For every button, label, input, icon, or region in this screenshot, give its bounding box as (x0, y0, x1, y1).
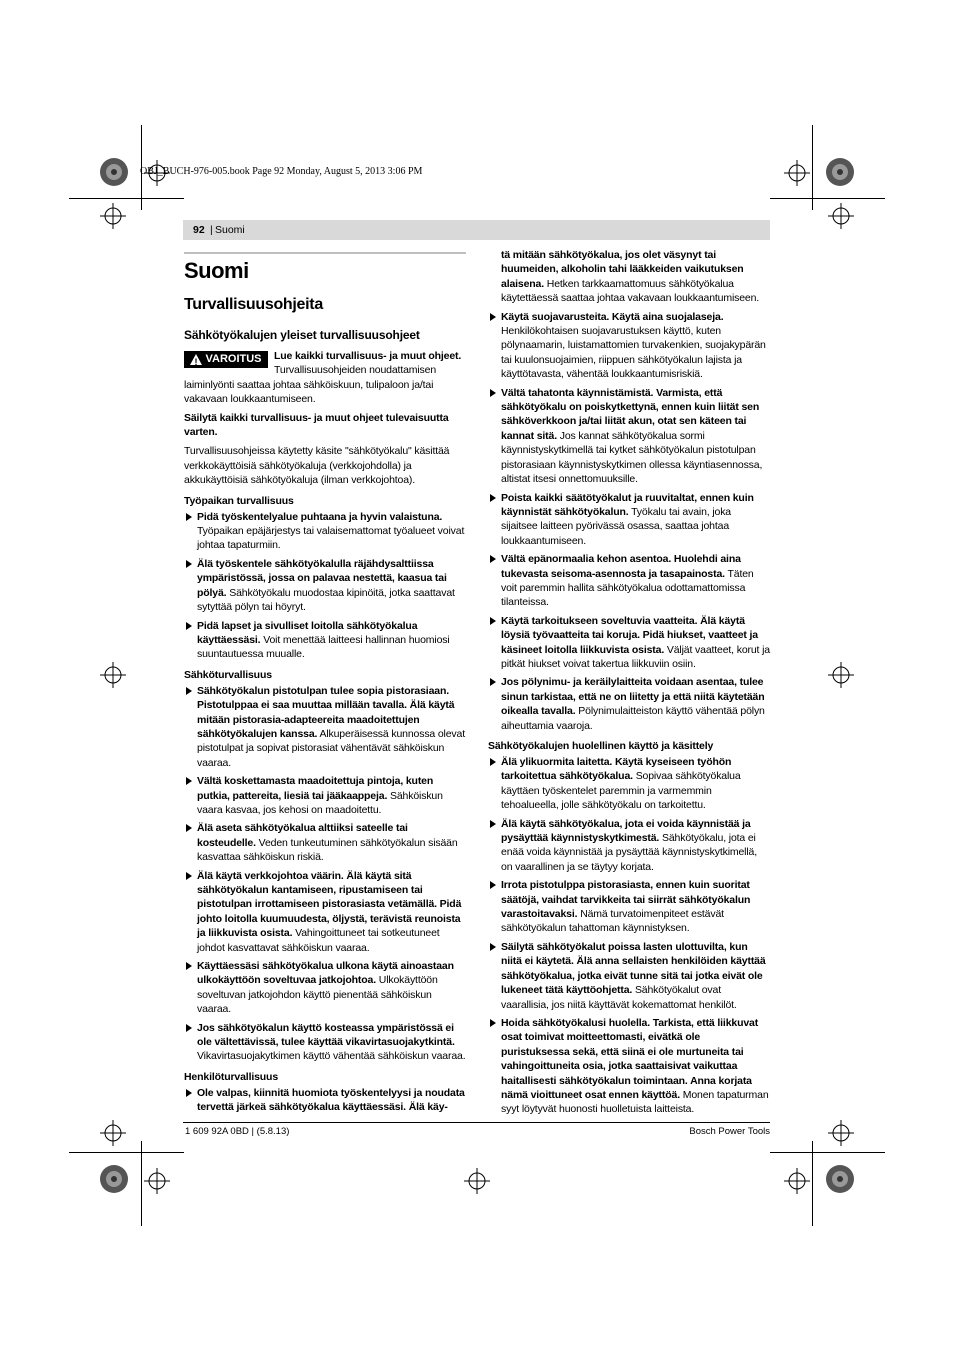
item-text: Alkuperäisessä kunnossa olevat pistotulpat ja sopivat pistorasiat vähentävät sähköiskun vaaraa. (197, 727, 465, 769)
item-bold: Jos pölynimu- ja keräilylaitteita voidaan asentaa, tulee sinun tarkistaa, että ne on liitetty ja että niitä käytetään oikealla tavalla. (501, 676, 765, 718)
book-info: OBJ_BUCH-976-005.book Page 92 Monday, August 5, 2013 3:06 PM (140, 166, 423, 177)
item-bold: Sähkötyökalun pistotulpan tulee sopia pistorasiaan. Pistotulppaa ei saa muuttaa millään tavalla. Älä käytä mitään pistorasia-adapteereita maadoitettujen sähkötyökalujen kanssa. (197, 684, 455, 740)
item-bold: Ole valpas, kiinnitä huomiota työskentelyysi ja noudata tervettä järkeä sähkötyökalua käyttäessäsi. Älä käy- (197, 1086, 465, 1114)
crosshair-icon (828, 662, 854, 688)
work-area-heading: Työpaikan turvallisuus (184, 494, 294, 507)
footer-doc-number: 1 609 92A 0BD | (5.8.13) (185, 1126, 290, 1137)
item-text: Hetken tarkkaamattomuus sähkötyökalua käytettäessä saattaa johtaa vakavaan loukkaantumiseen. (501, 277, 760, 305)
list-item (488, 491, 770, 549)
item-bold: Käyttäessäsi sähkötyökalua ulkona käytä ainoastaan ulkokäyttöön soveltuvaa jatkojohtoa. (197, 960, 454, 987)
crosshair-icon (100, 662, 126, 688)
bullet-arrow-icon (186, 687, 192, 695)
crop-mark (69, 1152, 184, 1153)
item-text: Sähköiskun vaara kasvaa, jos kehosi on maadoitettu. (197, 789, 443, 816)
bullet-arrow-icon (186, 777, 192, 785)
list-item (184, 774, 466, 817)
language-label: Suomi (215, 224, 245, 236)
electric-safety-list (184, 684, 466, 1064)
bullet-arrow-icon (186, 560, 192, 568)
crop-mark (770, 1152, 885, 1153)
warning-badge (184, 351, 268, 368)
bullet-arrow-icon (490, 881, 496, 889)
bullet-arrow-icon (490, 494, 496, 502)
crosshair-icon (828, 203, 854, 229)
item-text: Sähkötyökalu, jota ei enää voida käynnistää ja pysäyttää käynnistyskytkimellä, on vaarallinen ja se täytyy korjata. (501, 832, 757, 873)
item-bold: Älä käytä verkkojohtoa väärin. Älä käytä sitä sähkötyökalun kantamiseen, ripustamiseen tai pistotulpan irrottamiseen pistorasiasta vetämällä. Pidä johto loitolla kuumuudesta, öljystä, terävistä reunoista ja liikkuvista osista. (197, 869, 462, 940)
item-text: Pölynimulaitteiston käyttö vähentää pölyn aiheuttamia vaaroja. (501, 705, 765, 732)
item-bold: Vältä tahatonta käynnistämistä. Varmista, että sähkötyökalu on poiskytkettynä, ennen kuin liität sen sähköverkkoon ja/tai liität akun, otat sen käteen tai kannat sitä. (501, 386, 760, 442)
footer-rule (183, 1122, 770, 1123)
list-item (488, 310, 770, 382)
item-text: Työpaikan epäjärjestys tai valaisemattomat työalueet voivat johtaa tapaturmiin. (197, 525, 465, 552)
left-column (184, 252, 466, 1119)
list-item (184, 869, 466, 955)
list-item (184, 1086, 466, 1115)
item-bold: Älä työskentele sähkötyökalulla räjähdysalttiissa ympäristössä, jossa on palavaa nestettä, kaasua tai pölyä. (197, 557, 447, 599)
list-item (184, 557, 466, 615)
bullet-arrow-icon (490, 1019, 496, 1027)
tool-care-list (488, 755, 770, 1117)
item-text: Ulkokäyttöön soveltuvan jatkojohdon käyttö pienentää sähköiskun vaaraa. (197, 974, 438, 1016)
bullet-arrow-icon (490, 758, 496, 766)
registration-wheel-icon (98, 1163, 130, 1195)
warning-triangle-icon: ! (190, 354, 202, 365)
page-header-band (183, 220, 770, 240)
right-column (488, 248, 770, 1121)
keep-instructions: Säilytä kaikki turvallisuus- ja muut ohjeet tulevaisuutta varten. (184, 411, 449, 439)
item-bold: Hoida sähkötyökalusi huolella. Tarkista, että liikkuvat osat toimivat moitteettomasti, eivätkä ole puristuksessa sekä, että siinä ei ole murtuneita tai vahingoittuneita osia, jotka saattaisivat vaikuttaa haitallisesti sähkötyökalun toimintaan. Anna korjata nämä vioittuneet osat ennen käyttöä. (501, 1016, 759, 1101)
list-item (184, 619, 466, 662)
item-bold: Poista kaikki säätötyökalut ja ruuvitaltat, ennen kuin käynnistät sähkötyökalun. (501, 491, 754, 518)
item-text: Vahingoittuneet tai sotkeutuneet johdot kasvattavat sähköiskun vaaraa. (197, 927, 440, 954)
bullet-arrow-icon (490, 617, 496, 625)
personal-safety-list (184, 1086, 466, 1115)
list-item (488, 386, 770, 487)
bullet-arrow-icon (186, 872, 192, 880)
title-rule (184, 252, 466, 254)
bullet-arrow-icon (186, 1024, 192, 1032)
item-text: Sähkötyökalu muodostaa kipinöitä, jotka saattavat sytyttää pölyn tai höyryt. (197, 586, 455, 614)
subsection-title: Sähkötyökalujen yleiset turvallisuusohjeet (184, 328, 420, 342)
page-number: 92 (193, 224, 205, 236)
crop-mark (69, 198, 184, 199)
crop-mark (770, 198, 885, 199)
list-item (184, 821, 466, 864)
crosshair-icon (784, 160, 810, 186)
bullet-arrow-icon (490, 943, 496, 951)
header-separator: | (210, 224, 213, 236)
registration-wheel-icon (824, 1163, 856, 1195)
item-bold: Vältä koskettamasta maadoitettuja pintoja, kuten putkia, pattereita, liesiä tai jääkaappeja. (197, 775, 434, 802)
tool-care-heading: Sähkötyökalujen huolellinen käyttö ja käsittely (488, 740, 714, 752)
continued-item (488, 248, 770, 306)
list-item (488, 940, 770, 1012)
warning-text: Turvallisuusohjeiden noudattamisen laiminlyönti saattaa johtaa sähköiskuun, tulipaloon ja/tai vakavaan loukkaantumiseen. (184, 364, 437, 406)
bullet-arrow-icon (186, 622, 192, 630)
item-text: Voit menettää laitteesi hallinnan huomiosi suuntautuessa muualle. (197, 633, 450, 661)
bullet-arrow-icon (186, 1089, 192, 1097)
list-item (184, 959, 466, 1017)
item-text: Täten voit paremmin hallita sähkötyökalua odottamattomissa tilanteissa. (501, 567, 754, 609)
item-text: Sopivaa sähkötyökalua käyttäen työskentelet paremmin ja varmemmin tehoalueella, jolle sähkötyökalu on tarkoitettu. (501, 770, 741, 812)
bullet-arrow-icon (490, 555, 496, 563)
item-text: Nämä turvatoimenpiteet estävät sähkötyökalun tahattoman käynnistyksen. (501, 908, 724, 935)
list-item (488, 675, 770, 733)
warning-badge-label: VAROITUS (205, 353, 262, 366)
item-bold: Pidä työskentelyalue puhtaana ja hyvin valaistuna. (197, 510, 443, 523)
item-bold: Jos sähkötyökalun käyttö kosteassa ympäristössä ei ole vältettävissä, tulee käyttää vikavirtasuojakytkintä. (197, 1021, 455, 1049)
bullet-arrow-icon (490, 678, 496, 686)
bullet-arrow-icon (490, 313, 496, 321)
list-item (488, 614, 770, 672)
bullet-arrow-icon (490, 389, 496, 397)
list-item (184, 1021, 466, 1064)
crop-mark (141, 1141, 142, 1226)
warning-bold: Lue kaikki turvallisuus- ja muut ohjeet. (274, 350, 462, 362)
list-item (184, 510, 466, 553)
crosshair-icon (784, 1168, 810, 1194)
intro-paragraph: Turvallisuusohjeissa käytetty käsite "sähkötyökalu" käsittää verkkokäyttöisiä sähkötyökaluja (verkkojohdolla) ja akkukäyttöisiä sähkötyökaluja (ilman verkkojohtoa). (184, 445, 450, 487)
warning-block (184, 349, 466, 407)
crosshair-icon (828, 1120, 854, 1146)
page-title: Suomi (184, 258, 249, 283)
item-bold: Käytä tarkoitukseen soveltuvia vaatteita. Älä käytä löysiä työvaatteita tai koruja. Pidä hiukset, vaatteet ja käsineet loitolla liikkuvista osista. (501, 614, 758, 656)
footer-brand: Bosch Power Tools (689, 1126, 770, 1137)
bullet-arrow-icon (490, 820, 496, 828)
item-bold: Älä ylikuormita laitetta. Käytä kyseiseen työhön tarkoitettua sähkötyökalua. (501, 756, 732, 783)
item-text: Sähkötyökalut ovat vaarallisia, jos niitä käyttävät kokemattomat henkilöt. (501, 984, 737, 1011)
list-item (488, 878, 770, 936)
item-bold: Älä aseta sähkötyökalua alttiiksi sateelle tai kosteudelle. (197, 822, 408, 849)
item-text: Henkilökohtaisen suojavarustuksen käyttö, kuten pölynaamarin, luistamattomien turvakenkien, suojakypärän tai kuulonsuojaimien, riippuen sähkötyökalun lajista ja käyttötavasta, vähentää loukkaantumisriskiä. (501, 325, 766, 381)
item-text: Työkalu tai avain, joka sijaitsee laitteen pyörivässä osassa, saattaa johtaa loukkaantumiseen. (501, 505, 731, 547)
registration-wheel-icon (98, 156, 130, 188)
list-item (488, 1016, 770, 1117)
personal-safety-list-continued (488, 310, 770, 733)
list-item (184, 684, 466, 770)
item-bold: Irrota pistotulppa pistorasiasta, ennen kuin suoritat säätöjä, vaihdat tarvikkeita tai siirrät sähkötyökalun varastoitavaksi. (501, 879, 751, 921)
bullet-arrow-icon (186, 513, 192, 521)
list-item (488, 552, 770, 610)
crosshair-icon (464, 1168, 490, 1194)
registration-wheel-icon (824, 156, 856, 188)
bullet-arrow-icon (186, 824, 192, 832)
item-bold: tä mitään sähkötyökalua, jos olet väsynyt tai huumeiden, alkoholin tahi lääkkeiden vaikutuksen alaisena. (501, 249, 744, 290)
item-bold: Älä käytä sähkötyökalua, jota ei voida käynnistää ja pysäyttää käynnistyskytkimestä. (501, 817, 751, 845)
item-bold: Käytä suojavarusteita. Käytä aina suojalaseja. (501, 310, 724, 323)
item-text: Väljät vaatteet, korut ja pitkät hiukset voivat takertua liikkuviin osiin. (501, 643, 770, 670)
crop-mark (812, 1141, 813, 1226)
crosshair-icon (144, 1168, 170, 1194)
crosshair-icon (100, 1120, 126, 1146)
item-bold: Säilytä sähkötyökalut poissa lasten ulottuvilta, kun niitä ei käytetä. Älä anna sellaisten henkilöiden käyttää sähkötyökalua, jotka eivät tunne sitä tai jotka eivät ole lukeneet tätä käyttöohjetta. (501, 940, 766, 997)
crosshair-icon (100, 203, 126, 229)
item-text: Monen tapaturman syyt löytyvät huonosti huolletuista laitteista. (501, 1088, 769, 1116)
work-area-list (184, 510, 466, 662)
item-bold: Pidä lapset ja sivulliset loitolla sähkötyökalua käyttäessäsi. (197, 619, 418, 646)
electric-safety-heading: Sähköturvallisuus (184, 668, 272, 681)
item-text: Vikavirtasuojakytkimen käyttö vähentää sähköiskun vaaraa. (197, 1050, 466, 1063)
item-bold: Vältä epänormaalia kehon asentoa. Huolehdi aina tukevasta seisoma-asennosta ja tasapainosta. (501, 553, 741, 580)
personal-safety-heading: Henkilöturvallisuus (184, 1070, 279, 1083)
list-item (488, 755, 770, 813)
list-item (488, 817, 770, 875)
section-title: Turvallisuusohjeita (184, 296, 323, 313)
bullet-arrow-icon (186, 962, 192, 970)
item-text: Veden tunkeutuminen sähkötyökalun sisään kasvattaa sähköiskun riskiä. (197, 836, 458, 864)
item-text: Jos kannat sähkötyökalua sormi käynnistyskytkimellä tai kytket sähkötyökalun pistotulpan pistorasiaan käynnistyskytkimen ollessa käyntiasennossa, altistat itsesi onnettomuuksille. (501, 429, 763, 486)
